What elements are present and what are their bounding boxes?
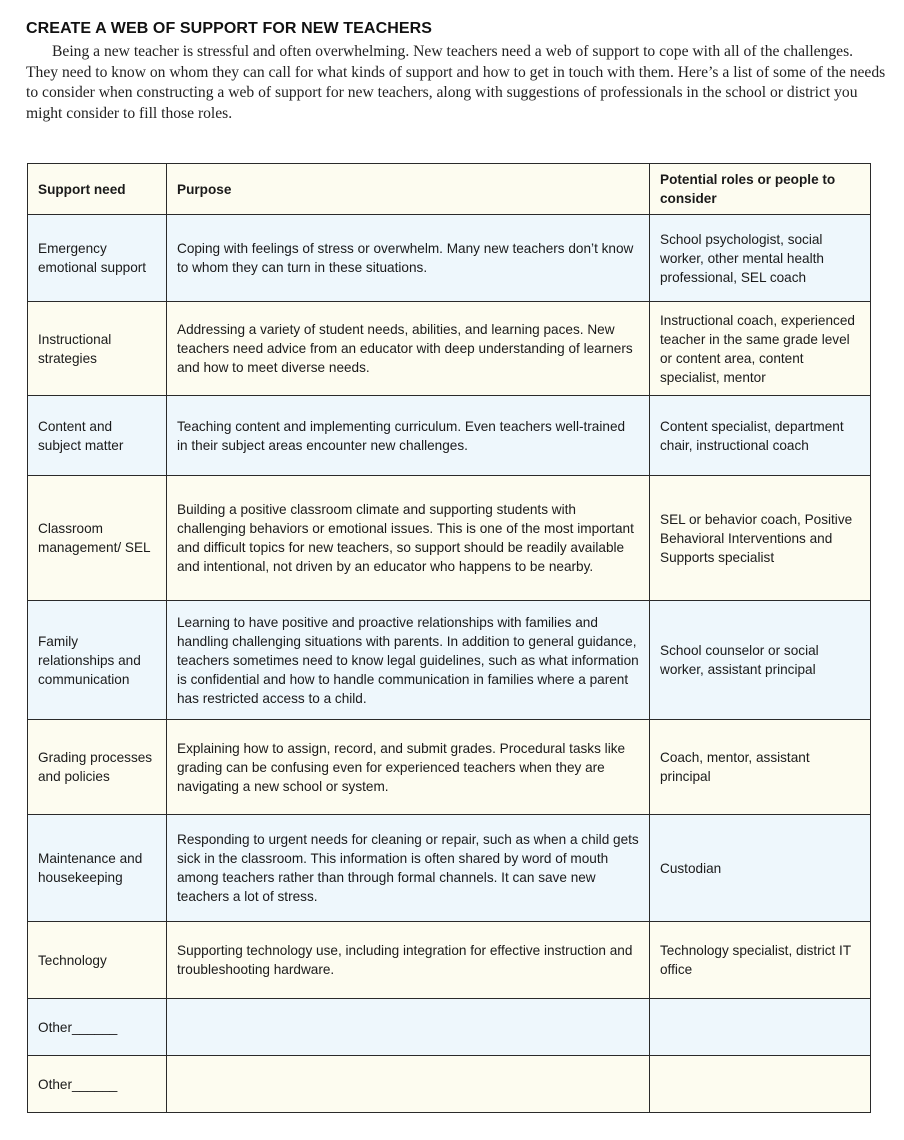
cell-support-need: Instructional strategies [28, 302, 167, 396]
cell-support-need: Other______ [28, 1056, 167, 1113]
cell-support-need: Maintenance and housekeeping [28, 815, 167, 922]
intro-paragraph: Being a new teacher is stressful and often overwhelming. New teachers need a web of support to cope with all of the challenges. They need to know on whom they can call for what kinds of support and how to get in touch with them. Here’s a list of some of the needs to consider when constructing a web of support for new teachers, along with suggestions of professionals in the school or district you might consider to fill those roles. [26, 43, 886, 122]
table-row [28, 215, 871, 302]
cell-purpose: Learning to have positive and proactive relationships with families and handling challenging situations with parents. In addition to general guidance, teachers sometimes need to know legal guidelines, such as what information is confidential and how to handle communication in families where a parent has restricted access to a child. [167, 601, 650, 720]
cell-roles: Custodian [650, 815, 871, 922]
cell-roles: Instructional coach, experienced teacher in the same grade level or content area, content specialist, mentor [650, 302, 871, 396]
cell-roles: Coach, mentor, assistant principal [650, 720, 871, 815]
cell-support-need: Emergency emotional support [28, 215, 167, 302]
table-row [28, 922, 871, 999]
cell-purpose: Responding to urgent needs for cleaning or repair, such as when a child gets sick in the classroom. This information is often shared by word of mouth among teachers rather than through formal channels. It can save new teachers a lot of stress. [167, 815, 650, 922]
cell-purpose: Teaching content and implementing curriculum. Even teachers well-trained in their subject areas encounter new challenges. [167, 396, 650, 476]
cell-support-need: Grading processes and policies [28, 720, 167, 815]
cell-support-need: Other______ [28, 999, 167, 1056]
support-table [27, 163, 871, 1113]
cell-roles: SEL or behavior coach, Positive Behavioral Interventions and Supports specialist [650, 476, 871, 601]
table-row [28, 999, 871, 1056]
cell-purpose: Coping with feelings of stress or overwhelm. Many new teachers don’t know to whom they can turn in these situations. [167, 215, 650, 302]
cell-roles: Technology specialist, district IT office [650, 922, 871, 999]
cell-roles [650, 1056, 871, 1113]
cell-roles: School psychologist, social worker, other mental health professional, SEL coach [650, 215, 871, 302]
cell-purpose [167, 999, 650, 1056]
cell-purpose [167, 1056, 650, 1113]
header-purpose: Purpose [167, 164, 650, 215]
document-title: CREATE A WEB OF SUPPORT FOR NEW TEACHERS [26, 20, 433, 37]
cell-support-need: Family relationships and communication [28, 601, 167, 720]
cell-support-need: Classroom management/ SEL [28, 476, 167, 601]
cell-roles [650, 999, 871, 1056]
table-row [28, 302, 871, 396]
cell-support-need: Content and subject matter [28, 396, 167, 476]
table-header-row [28, 164, 871, 215]
header-potential-roles: Potential roles or people to consider [650, 164, 871, 215]
table-row [28, 601, 871, 720]
table-row [28, 1056, 871, 1113]
table-row [28, 396, 871, 476]
cell-purpose: Addressing a variety of student needs, abilities, and learning paces. New teachers need advice from an educator with deep understanding of learners and how to meet diverse needs. [167, 302, 650, 396]
cell-purpose: Supporting technology use, including integration for effective instruction and troubleshooting hardware. [167, 922, 650, 999]
cell-roles: School counselor or social worker, assistant principal [650, 601, 871, 720]
header-support-need: Support need [28, 164, 167, 215]
table-row [28, 476, 871, 601]
table-row [28, 815, 871, 922]
cell-purpose: Building a positive classroom climate and supporting students with challenging behaviors or emotional issues. This is one of the most important and difficult topics for new teachers, so support should be readily available and intentional, not driven by an educator who happens to be nearby. [167, 476, 650, 601]
cell-purpose: Explaining how to assign, record, and submit grades. Procedural tasks like grading can be confusing even for experienced teachers when they are navigating a new school or system. [167, 720, 650, 815]
cell-roles: Content specialist, department chair, instructional coach [650, 396, 871, 476]
table-row [28, 720, 871, 815]
cell-support-need: Technology [28, 922, 167, 999]
